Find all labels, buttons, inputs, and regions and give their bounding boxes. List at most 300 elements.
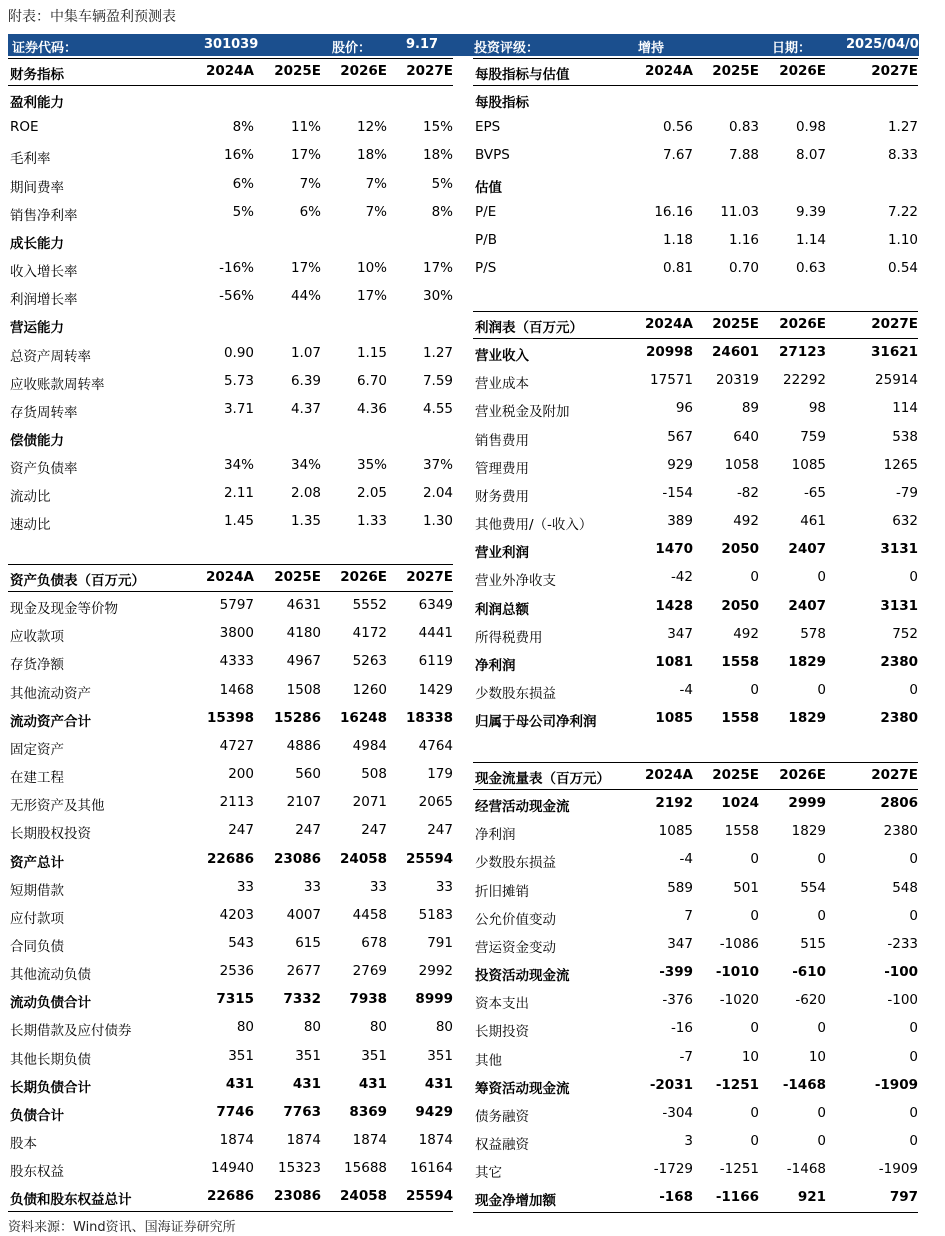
row-label: 其他 bbox=[475, 1052, 502, 1069]
income-table-row bbox=[475, 595, 918, 619]
balance-table-row bbox=[10, 679, 453, 703]
cell-value: 247 bbox=[427, 822, 453, 839]
row-label: 股本 bbox=[10, 1136, 37, 1152]
cell-value: 2536 bbox=[219, 963, 254, 980]
balance-table-row bbox=[10, 735, 453, 759]
fin-table-row bbox=[10, 173, 453, 197]
balance-table-row bbox=[10, 1101, 453, 1125]
cell-value: 17% bbox=[290, 147, 321, 164]
source-footer: 资料来源：Wind资讯、国海证券研究所 bbox=[8, 1220, 236, 1235]
cell-value: 15688 bbox=[344, 1160, 387, 1177]
cell-value: 1.35 bbox=[290, 513, 321, 530]
cell-value: 20998 bbox=[646, 344, 693, 361]
row-label: 营运能力 bbox=[10, 320, 64, 337]
cell-value: 3.71 bbox=[223, 400, 254, 417]
row-label: 财务费用 bbox=[475, 488, 529, 505]
row-label: 经营活动现金流 bbox=[475, 799, 570, 816]
fin-table-row bbox=[10, 229, 453, 253]
row-label: 净利润 bbox=[475, 657, 516, 674]
cell-value: -620 bbox=[795, 992, 826, 1009]
cell-value: 0 bbox=[750, 569, 759, 586]
cell-value: 18338 bbox=[406, 709, 453, 726]
row-label: 营业收入 bbox=[475, 348, 529, 365]
price-label: 股价： bbox=[332, 41, 372, 56]
row-label: 资产负债表（百万元） bbox=[10, 573, 145, 589]
cell-value: 24058 bbox=[340, 1188, 387, 1205]
cell-value: 34% bbox=[290, 457, 321, 474]
cell-value: 554 bbox=[800, 879, 826, 896]
cell-value: 8% bbox=[232, 119, 254, 136]
row-label: 营业利润 bbox=[475, 545, 529, 562]
cashflow-table-header bbox=[475, 764, 918, 788]
cashflow-table-row bbox=[475, 1130, 918, 1154]
cell-value: 797 bbox=[889, 1189, 918, 1206]
fin-table-row bbox=[10, 426, 453, 450]
cell-value: 4727 bbox=[219, 737, 254, 754]
cell-value: 98 bbox=[808, 400, 826, 417]
income-table-row bbox=[475, 679, 918, 703]
row-label: 利润总额 bbox=[475, 601, 529, 618]
cashflow-table-row bbox=[475, 1186, 918, 1210]
cell-value: 0 bbox=[750, 1132, 759, 1149]
table-rule bbox=[473, 85, 918, 86]
income-table-row bbox=[475, 566, 918, 590]
row-label: 成长能力 bbox=[10, 235, 64, 252]
cell-value: 16248 bbox=[340, 709, 387, 726]
cell-value: 0 bbox=[909, 1132, 918, 1149]
cell-value: 1874 bbox=[286, 1132, 321, 1148]
cell-value: 1874 bbox=[418, 1132, 453, 1148]
cell-value: 0 bbox=[909, 907, 918, 924]
cashflow-table-row bbox=[475, 989, 918, 1013]
cell-value: -42 bbox=[670, 569, 693, 586]
fin-table-row bbox=[10, 144, 453, 168]
cell-value: 2024A bbox=[205, 63, 254, 79]
cell-value: -56% bbox=[219, 288, 254, 305]
cell-value: -4 bbox=[679, 681, 693, 698]
cell-value: 17% bbox=[356, 288, 387, 305]
row-label: P/B bbox=[475, 231, 497, 248]
cell-value: 6.39 bbox=[290, 372, 321, 389]
cell-value: 16.16 bbox=[654, 203, 693, 220]
cell-value: 1085 bbox=[655, 710, 693, 727]
cell-value: 0.54 bbox=[887, 260, 918, 277]
report-date: 2025/04/01 bbox=[846, 37, 928, 52]
cell-value: 2806 bbox=[880, 795, 918, 812]
cell-value: 0 bbox=[817, 907, 826, 924]
cell-value: -1020 bbox=[719, 992, 759, 1009]
cell-value: 22686 bbox=[207, 850, 254, 867]
cell-value: 1024 bbox=[721, 795, 759, 812]
table-rule bbox=[473, 338, 918, 339]
cell-value: 2.08 bbox=[290, 485, 321, 502]
table-rule bbox=[8, 591, 453, 592]
cell-value: 1.14 bbox=[795, 231, 826, 248]
pershare-table-row bbox=[475, 173, 918, 197]
cell-value: 25594 bbox=[406, 850, 453, 867]
cashflow-table-row bbox=[475, 848, 918, 872]
cell-value: -7 bbox=[679, 1048, 693, 1065]
cell-value: 4886 bbox=[286, 737, 321, 754]
income-table-row bbox=[475, 482, 918, 506]
cell-value: 4631 bbox=[286, 597, 321, 614]
cell-value: -399 bbox=[659, 964, 693, 981]
row-label: 存货净额 bbox=[10, 657, 64, 674]
cell-value: 12% bbox=[356, 119, 387, 136]
balance-table-row bbox=[10, 791, 453, 815]
cashflow-table-row bbox=[475, 961, 918, 985]
table-rule bbox=[473, 58, 918, 59]
cell-value: 3131 bbox=[880, 541, 918, 558]
cell-value: 2380 bbox=[880, 710, 918, 727]
fin-table-row bbox=[10, 510, 453, 534]
cell-value: 492 bbox=[733, 625, 759, 642]
row-label: 期间费率 bbox=[10, 179, 64, 196]
row-label: 管理费用 bbox=[475, 460, 529, 477]
cell-value: 10 bbox=[741, 1048, 759, 1065]
cell-value: 560 bbox=[295, 766, 321, 783]
row-label: 销售净利率 bbox=[10, 207, 78, 224]
cell-value: 431 bbox=[225, 1075, 254, 1092]
row-label: 现金流量表（百万元） bbox=[475, 771, 610, 787]
cell-value: 492 bbox=[733, 513, 759, 530]
cell-value: 22292 bbox=[783, 372, 826, 389]
cell-value: 1508 bbox=[286, 681, 321, 698]
cell-value: -1909 bbox=[878, 1161, 918, 1178]
row-label: 收入增长率 bbox=[10, 264, 78, 281]
cell-value: 2027E bbox=[871, 316, 918, 332]
income-table-row bbox=[475, 397, 918, 421]
fin-table-row bbox=[10, 116, 453, 140]
pershare-table-header bbox=[475, 60, 918, 84]
fin-table-row bbox=[10, 370, 453, 394]
fin-table-row bbox=[10, 285, 453, 309]
cell-value: 347 bbox=[667, 625, 693, 642]
cell-value: 615 bbox=[295, 934, 321, 951]
cell-value: 1.15 bbox=[356, 344, 387, 361]
row-label: 资产总计 bbox=[10, 854, 64, 871]
row-label: 利润增长率 bbox=[10, 292, 78, 309]
cell-value: 18% bbox=[356, 147, 387, 164]
balance-table-row bbox=[10, 848, 453, 872]
cashflow-table-row bbox=[475, 933, 918, 957]
cell-value: 2025E bbox=[712, 63, 759, 79]
cell-value: 752 bbox=[892, 625, 918, 642]
cell-value: 1.27 bbox=[887, 119, 918, 136]
cell-value: 16164 bbox=[410, 1160, 453, 1177]
row-label: 权益融资 bbox=[475, 1136, 529, 1153]
cell-value: 247 bbox=[228, 822, 254, 839]
cell-value: 15286 bbox=[274, 709, 321, 726]
cell-value: 1085 bbox=[658, 823, 693, 840]
row-label: 存货周转率 bbox=[10, 404, 78, 421]
cell-value: -1251 bbox=[719, 1161, 759, 1178]
cell-value: 247 bbox=[361, 822, 387, 839]
cell-value: 247 bbox=[295, 822, 321, 839]
cashflow-table-row bbox=[475, 1074, 918, 1098]
fin-table-row bbox=[10, 342, 453, 366]
row-label: 财务指标 bbox=[10, 67, 64, 83]
row-label: 无形资产及其他 bbox=[10, 798, 105, 815]
fin-table-header bbox=[10, 60, 453, 84]
rating-value: 增持 bbox=[638, 41, 665, 56]
cell-value: 1874 bbox=[352, 1132, 387, 1148]
cell-value: 179 bbox=[427, 766, 453, 783]
cell-value: 1829 bbox=[791, 823, 826, 840]
cell-value: 7315 bbox=[216, 991, 254, 1008]
cell-value: 6% bbox=[232, 175, 254, 192]
cell-value: 5% bbox=[431, 175, 453, 192]
cell-value: 1829 bbox=[788, 653, 826, 670]
cell-value: 24058 bbox=[340, 850, 387, 867]
row-label: 每股指标与估值 bbox=[475, 67, 570, 83]
balance-table-row bbox=[10, 594, 453, 618]
fin-table-row bbox=[10, 88, 453, 112]
cell-value: 2025E bbox=[712, 316, 759, 332]
cell-value: 1.10 bbox=[887, 231, 918, 248]
cell-value: 44% bbox=[290, 288, 321, 305]
cell-value: 347 bbox=[667, 935, 693, 952]
cell-value: 1.45 bbox=[223, 513, 254, 530]
cell-value: 5797 bbox=[219, 597, 254, 614]
cell-value: 8.07 bbox=[795, 147, 826, 164]
cell-value: 9429 bbox=[415, 1103, 453, 1120]
table-rule bbox=[473, 311, 918, 312]
row-label: 其他费用/（-收入） bbox=[475, 517, 593, 534]
cell-value: -1909 bbox=[874, 1076, 918, 1093]
cell-value: 31621 bbox=[871, 344, 918, 361]
row-label: 盈利能力 bbox=[10, 95, 64, 112]
cell-value: 0.56 bbox=[662, 119, 693, 136]
cell-value: -610 bbox=[792, 964, 826, 981]
row-label: 估值 bbox=[475, 179, 502, 196]
cell-value: 25914 bbox=[875, 372, 918, 389]
cell-value: 2026E bbox=[340, 63, 387, 79]
cell-value: 10 bbox=[808, 1048, 826, 1065]
cell-value: 0 bbox=[909, 681, 918, 698]
cell-value: 16% bbox=[223, 147, 254, 164]
cell-value: 2024A bbox=[644, 316, 693, 332]
cell-value: 3131 bbox=[880, 597, 918, 614]
cell-value: 1558 bbox=[721, 710, 759, 727]
cell-value: 351 bbox=[427, 1047, 453, 1064]
cell-value: 0.90 bbox=[223, 344, 254, 361]
row-label: 筹资活动现金流 bbox=[475, 1080, 570, 1097]
cell-value: 0 bbox=[909, 569, 918, 586]
balance-table-row bbox=[10, 1129, 453, 1153]
row-label: 其他流动负债 bbox=[10, 967, 91, 984]
cell-value: 2992 bbox=[418, 963, 453, 980]
cell-value: -1086 bbox=[719, 935, 759, 952]
cell-value: 431 bbox=[424, 1075, 453, 1092]
cell-value: -2031 bbox=[649, 1076, 693, 1093]
cell-value: -1166 bbox=[715, 1189, 759, 1206]
cell-value: 2.04 bbox=[422, 485, 453, 502]
cell-value: 14940 bbox=[211, 1160, 254, 1177]
cell-value: 431 bbox=[292, 1075, 321, 1092]
cell-value: 1558 bbox=[724, 823, 759, 840]
fin-table-row bbox=[10, 201, 453, 225]
cashflow-table-row bbox=[475, 792, 918, 816]
income-table-row bbox=[475, 454, 918, 478]
row-label: 所得税费用 bbox=[475, 629, 543, 646]
balance-table-row bbox=[10, 650, 453, 674]
cell-value: 1260 bbox=[352, 681, 387, 698]
cell-value: 5183 bbox=[418, 906, 453, 923]
cell-value: 2024A bbox=[644, 767, 693, 783]
cell-value: 5263 bbox=[352, 653, 387, 670]
cell-value: 4333 bbox=[219, 653, 254, 670]
cell-value: 2027E bbox=[871, 63, 918, 79]
row-label: 负债合计 bbox=[10, 1107, 64, 1124]
cell-value: -100 bbox=[884, 964, 918, 981]
cashflow-table-row bbox=[475, 1046, 918, 1070]
cell-value: -233 bbox=[887, 935, 918, 952]
cell-value: 2027E bbox=[871, 767, 918, 783]
cell-value: -1010 bbox=[715, 964, 759, 981]
cell-value: 4172 bbox=[352, 625, 387, 642]
cell-value: 4203 bbox=[219, 906, 254, 923]
cell-value: -1729 bbox=[653, 1161, 693, 1178]
cell-value: 114 bbox=[892, 400, 918, 417]
row-label: P/S bbox=[475, 260, 497, 277]
cell-value: 7% bbox=[299, 175, 321, 192]
row-label: 短期借款 bbox=[10, 882, 64, 899]
cell-value: 2024A bbox=[205, 569, 254, 585]
cell-value: 1.30 bbox=[422, 513, 453, 530]
date-label: 日期： bbox=[772, 41, 812, 56]
cell-value: 4458 bbox=[352, 906, 387, 923]
cell-value: 7.59 bbox=[422, 372, 453, 389]
cell-value: 15323 bbox=[278, 1160, 321, 1177]
cell-value: 4984 bbox=[352, 737, 387, 754]
balance-table-row bbox=[10, 1045, 453, 1069]
cell-value: 2026E bbox=[779, 63, 826, 79]
row-label: 长期借款及应付债券 bbox=[10, 1023, 132, 1040]
cell-value: 351 bbox=[228, 1047, 254, 1064]
income-table-row bbox=[475, 510, 918, 534]
cell-value: -304 bbox=[662, 1104, 693, 1121]
cell-value: 17571 bbox=[650, 372, 693, 389]
cell-value: 7746 bbox=[216, 1103, 254, 1120]
cell-value: 7.67 bbox=[662, 147, 693, 164]
code-label: 证券代码： bbox=[12, 41, 78, 56]
cell-value: 4.37 bbox=[290, 400, 321, 417]
cell-value: 538 bbox=[892, 428, 918, 445]
balance-table-row bbox=[10, 1157, 453, 1181]
balance-table-row bbox=[10, 707, 453, 731]
cell-value: 1.07 bbox=[290, 344, 321, 361]
cell-value: 1429 bbox=[418, 681, 453, 698]
cell-value: 1058 bbox=[724, 456, 759, 473]
pershare-table-row bbox=[475, 257, 918, 281]
cell-value: 929 bbox=[667, 456, 693, 473]
cell-value: 37% bbox=[422, 457, 453, 474]
row-label: 每股指标 bbox=[475, 95, 529, 112]
cell-value: 2025E bbox=[712, 767, 759, 783]
row-label: 销售费用 bbox=[475, 432, 529, 449]
cell-value: -168 bbox=[659, 1189, 693, 1206]
cell-value: 0 bbox=[817, 681, 826, 698]
cell-value: 8369 bbox=[349, 1103, 387, 1120]
cell-value: 0.81 bbox=[662, 260, 693, 277]
cell-value: 501 bbox=[733, 879, 759, 896]
cell-value: -1251 bbox=[715, 1076, 759, 1093]
fin-table-row bbox=[10, 482, 453, 506]
table-rule bbox=[473, 762, 918, 763]
cell-value: 7% bbox=[365, 175, 387, 192]
row-label: 归属于母公司净利润 bbox=[475, 714, 597, 731]
cell-value: -1468 bbox=[782, 1076, 826, 1093]
cell-value: 1085 bbox=[791, 456, 826, 473]
cell-value: 2677 bbox=[286, 963, 321, 980]
row-label: EPS bbox=[475, 119, 501, 136]
cell-value: 0 bbox=[750, 1104, 759, 1121]
row-label: 其他长期负债 bbox=[10, 1051, 91, 1068]
row-label: 速动比 bbox=[10, 517, 51, 534]
cell-value: 89 bbox=[741, 400, 759, 417]
cell-value: 30% bbox=[422, 288, 453, 305]
cell-value: 2026E bbox=[340, 569, 387, 585]
cell-value: 2027E bbox=[406, 569, 453, 585]
balance-table-row bbox=[10, 904, 453, 928]
cell-value: 18% bbox=[422, 147, 453, 164]
cell-value: 431 bbox=[358, 1075, 387, 1092]
cell-value: 0.83 bbox=[728, 119, 759, 136]
cell-value: 11% bbox=[290, 119, 321, 136]
cell-value: 1081 bbox=[655, 653, 693, 670]
row-label: 流动负债合计 bbox=[10, 995, 91, 1012]
stock-info-banner bbox=[8, 34, 928, 56]
cell-value: 2026E bbox=[779, 316, 826, 332]
cell-value: 2065 bbox=[418, 794, 453, 811]
row-label: 股东权益 bbox=[10, 1164, 64, 1181]
income-table-row bbox=[475, 538, 918, 562]
cell-value: 25594 bbox=[406, 1188, 453, 1205]
cell-value: 4007 bbox=[286, 906, 321, 923]
row-label: 固定资产 bbox=[10, 741, 64, 758]
cell-value: -100 bbox=[887, 992, 918, 1009]
cell-value: 7332 bbox=[283, 991, 321, 1008]
cashflow-table-row bbox=[475, 877, 918, 901]
row-label: 公允价值变动 bbox=[475, 911, 556, 928]
cell-value: 2380 bbox=[883, 823, 918, 840]
cell-value: 567 bbox=[667, 428, 693, 445]
pershare-table-row bbox=[475, 116, 918, 140]
row-label: ROE bbox=[10, 119, 39, 136]
table-rule bbox=[473, 789, 918, 790]
cell-value: 33 bbox=[369, 878, 387, 895]
cell-value: 1.16 bbox=[728, 231, 759, 248]
cell-value: 4.36 bbox=[356, 400, 387, 417]
cell-value: 2027E bbox=[406, 63, 453, 79]
cell-value: 10% bbox=[356, 260, 387, 277]
cell-value: 7.22 bbox=[887, 203, 918, 220]
row-label: 折旧摊销 bbox=[475, 883, 529, 900]
cell-value: 33 bbox=[303, 878, 321, 895]
table-rule bbox=[8, 564, 453, 565]
cell-value: 5.73 bbox=[223, 372, 254, 389]
pershare-table-row bbox=[475, 229, 918, 253]
row-label: 营业税金及附加 bbox=[475, 404, 570, 421]
table-rule bbox=[8, 85, 453, 86]
cell-value: 6.70 bbox=[356, 372, 387, 389]
cell-value: 33 bbox=[236, 878, 254, 895]
cell-value: 34% bbox=[223, 457, 254, 474]
rating-label: 投资评级： bbox=[474, 41, 540, 56]
cell-value: 20319 bbox=[716, 372, 759, 389]
row-label: 其他流动资产 bbox=[10, 685, 91, 702]
